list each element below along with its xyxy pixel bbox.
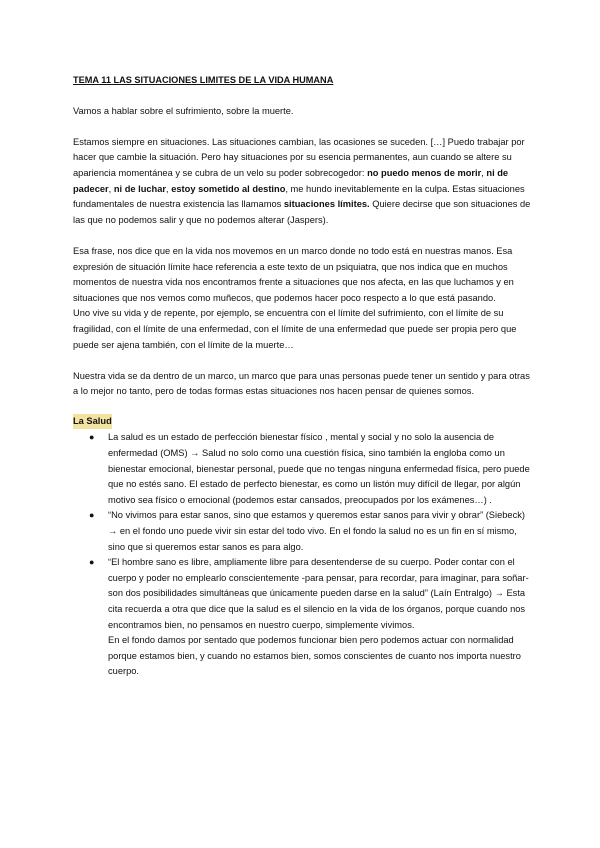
document-body <box>73 73 533 680</box>
list-item <box>73 555 533 680</box>
bold-run: no puedo menos de morir <box>367 167 482 178</box>
text-run: , <box>481 167 487 178</box>
bullet-icon: ● <box>89 557 95 568</box>
page-title: TEMA 11 LAS SITUACIONES LIMITES DE LA VIDA HUMANA <box>73 75 334 85</box>
list-item-continuation: En el fondo damos por sentado que podemos funcionar bien pero podemos actuar con normalidad porque estamos bien, y cuando no estamos bien, somos conscientes de cuanto nos importa nuestro cuerpo. <box>108 635 521 677</box>
marco-paragraph: Nuestra vida se da dentro de un marco, un marco que para unas personas puede tener un sentido y para otras a lo mejor no tanto, pero de todas formas estas situaciones nos hacen pensar de quienes somos. <box>73 370 530 397</box>
list-item <box>73 508 533 555</box>
list-item-text: “No vivimos para estar sanos, sino que estamos y queremos estar sanos para vivir y obrar” (Siebeck) → en el fondo uno puede vivir sin estar del todo vivo. En el fondo la salud no es un fin en sí mismo, sino que si queremos estar sanos es para algo. <box>108 510 525 552</box>
text-run: , <box>108 183 114 194</box>
bold-run: situaciones límites. <box>283 199 370 210</box>
section-heading-salud: La Salud <box>73 414 112 430</box>
bullet-list <box>73 430 533 680</box>
text-run: Quiere decirse que son situaciones de las que no podemos salir y que no podemos alterar (Jaspers). <box>73 199 531 225</box>
list-item-text: “El hombre sano es libre, ampliamente libre para desentenderse de su cuerpo. Poder contar con el cuerpo y poder no emplearlo conscientemente -para pensar, para recordar, para imaginar, para soñar- son dos posibilidades simultáneas que únicamente pueden darse en la salud” (Laín Entralgo) → Esta cita recuerda a otra que dice que la salud es el silencio en la vida de los órganos, porque cuando nos encontramos bien, no pensamos en nuestro cuerpo, simplemente vivimos. <box>108 557 529 630</box>
text-run: , <box>166 183 172 194</box>
bullet-icon: ● <box>89 510 95 521</box>
text-run: Estamos siempre en situaciones. Las situaciones cambian, las ocasiones se suceden. […] Puedo trabajar por hacer que cambie la situación. Pero hay situaciones por su esencia permanentes, aun cuando se altere su apariencia momentánea y se cubra de un velo su poder sobrecogedor: <box>73 136 525 178</box>
list-item <box>73 430 533 508</box>
bold-run: ni de padecer <box>73 167 509 194</box>
text-run: , me hundo inevitablemente en la culpa. Estas situaciones fundamentales de nuestra existencia las llamamos <box>73 183 525 210</box>
frase-paragraph: Esa frase, nos dice que en la vida nos movemos en un marco donde no todo está en nuestras manos. Esa expresión de situación límite hace referencia a este texto de un psiquiatra, que nos indica que en muchos momentos de nuestra vida nos encontramos frente a situaciones que nos afecta, en las que luchamos y en situaciones que nos vemos como muñecos, que podemos hacer poco respecto a lo que está pasando. <box>73 245 514 303</box>
list-item-text: La salud es un estado de perfección bienestar físico , mental y social y no solo la ausencia de enfermedad (OMS) → Salud no solo como una cuestión física, sino también la engloba como un bienestar emocional, bienestar personal, puede que no tengas ninguna enfermedad física, pero puede que no estés sano. El estado de perfecto bienestar, es como un listón muy difícil de llegar, por algún motivo sea físico o emocional (podemos estar cansados, preocupados por los exámenes…) . <box>108 432 530 505</box>
bold-run: ni de luchar <box>113 183 167 194</box>
intro-paragraph: Vamos a hablar sobre el sufrimiento, sobre la muerte. <box>73 105 294 116</box>
bullet-icon: ● <box>89 432 95 443</box>
limite-paragraph: Uno vive su vida y de repente, por ejemplo, se encuentra con el límite del sufrimiento, con el límite de su fragilidad, con el límite de una enfermedad, con el límite de una enfermedad que puede ser propia pero que puede ser ajena también, con el límite de la muerte… <box>73 308 517 350</box>
bold-run: estoy sometido al destino <box>171 183 286 194</box>
jaspers-paragraph <box>73 135 533 229</box>
